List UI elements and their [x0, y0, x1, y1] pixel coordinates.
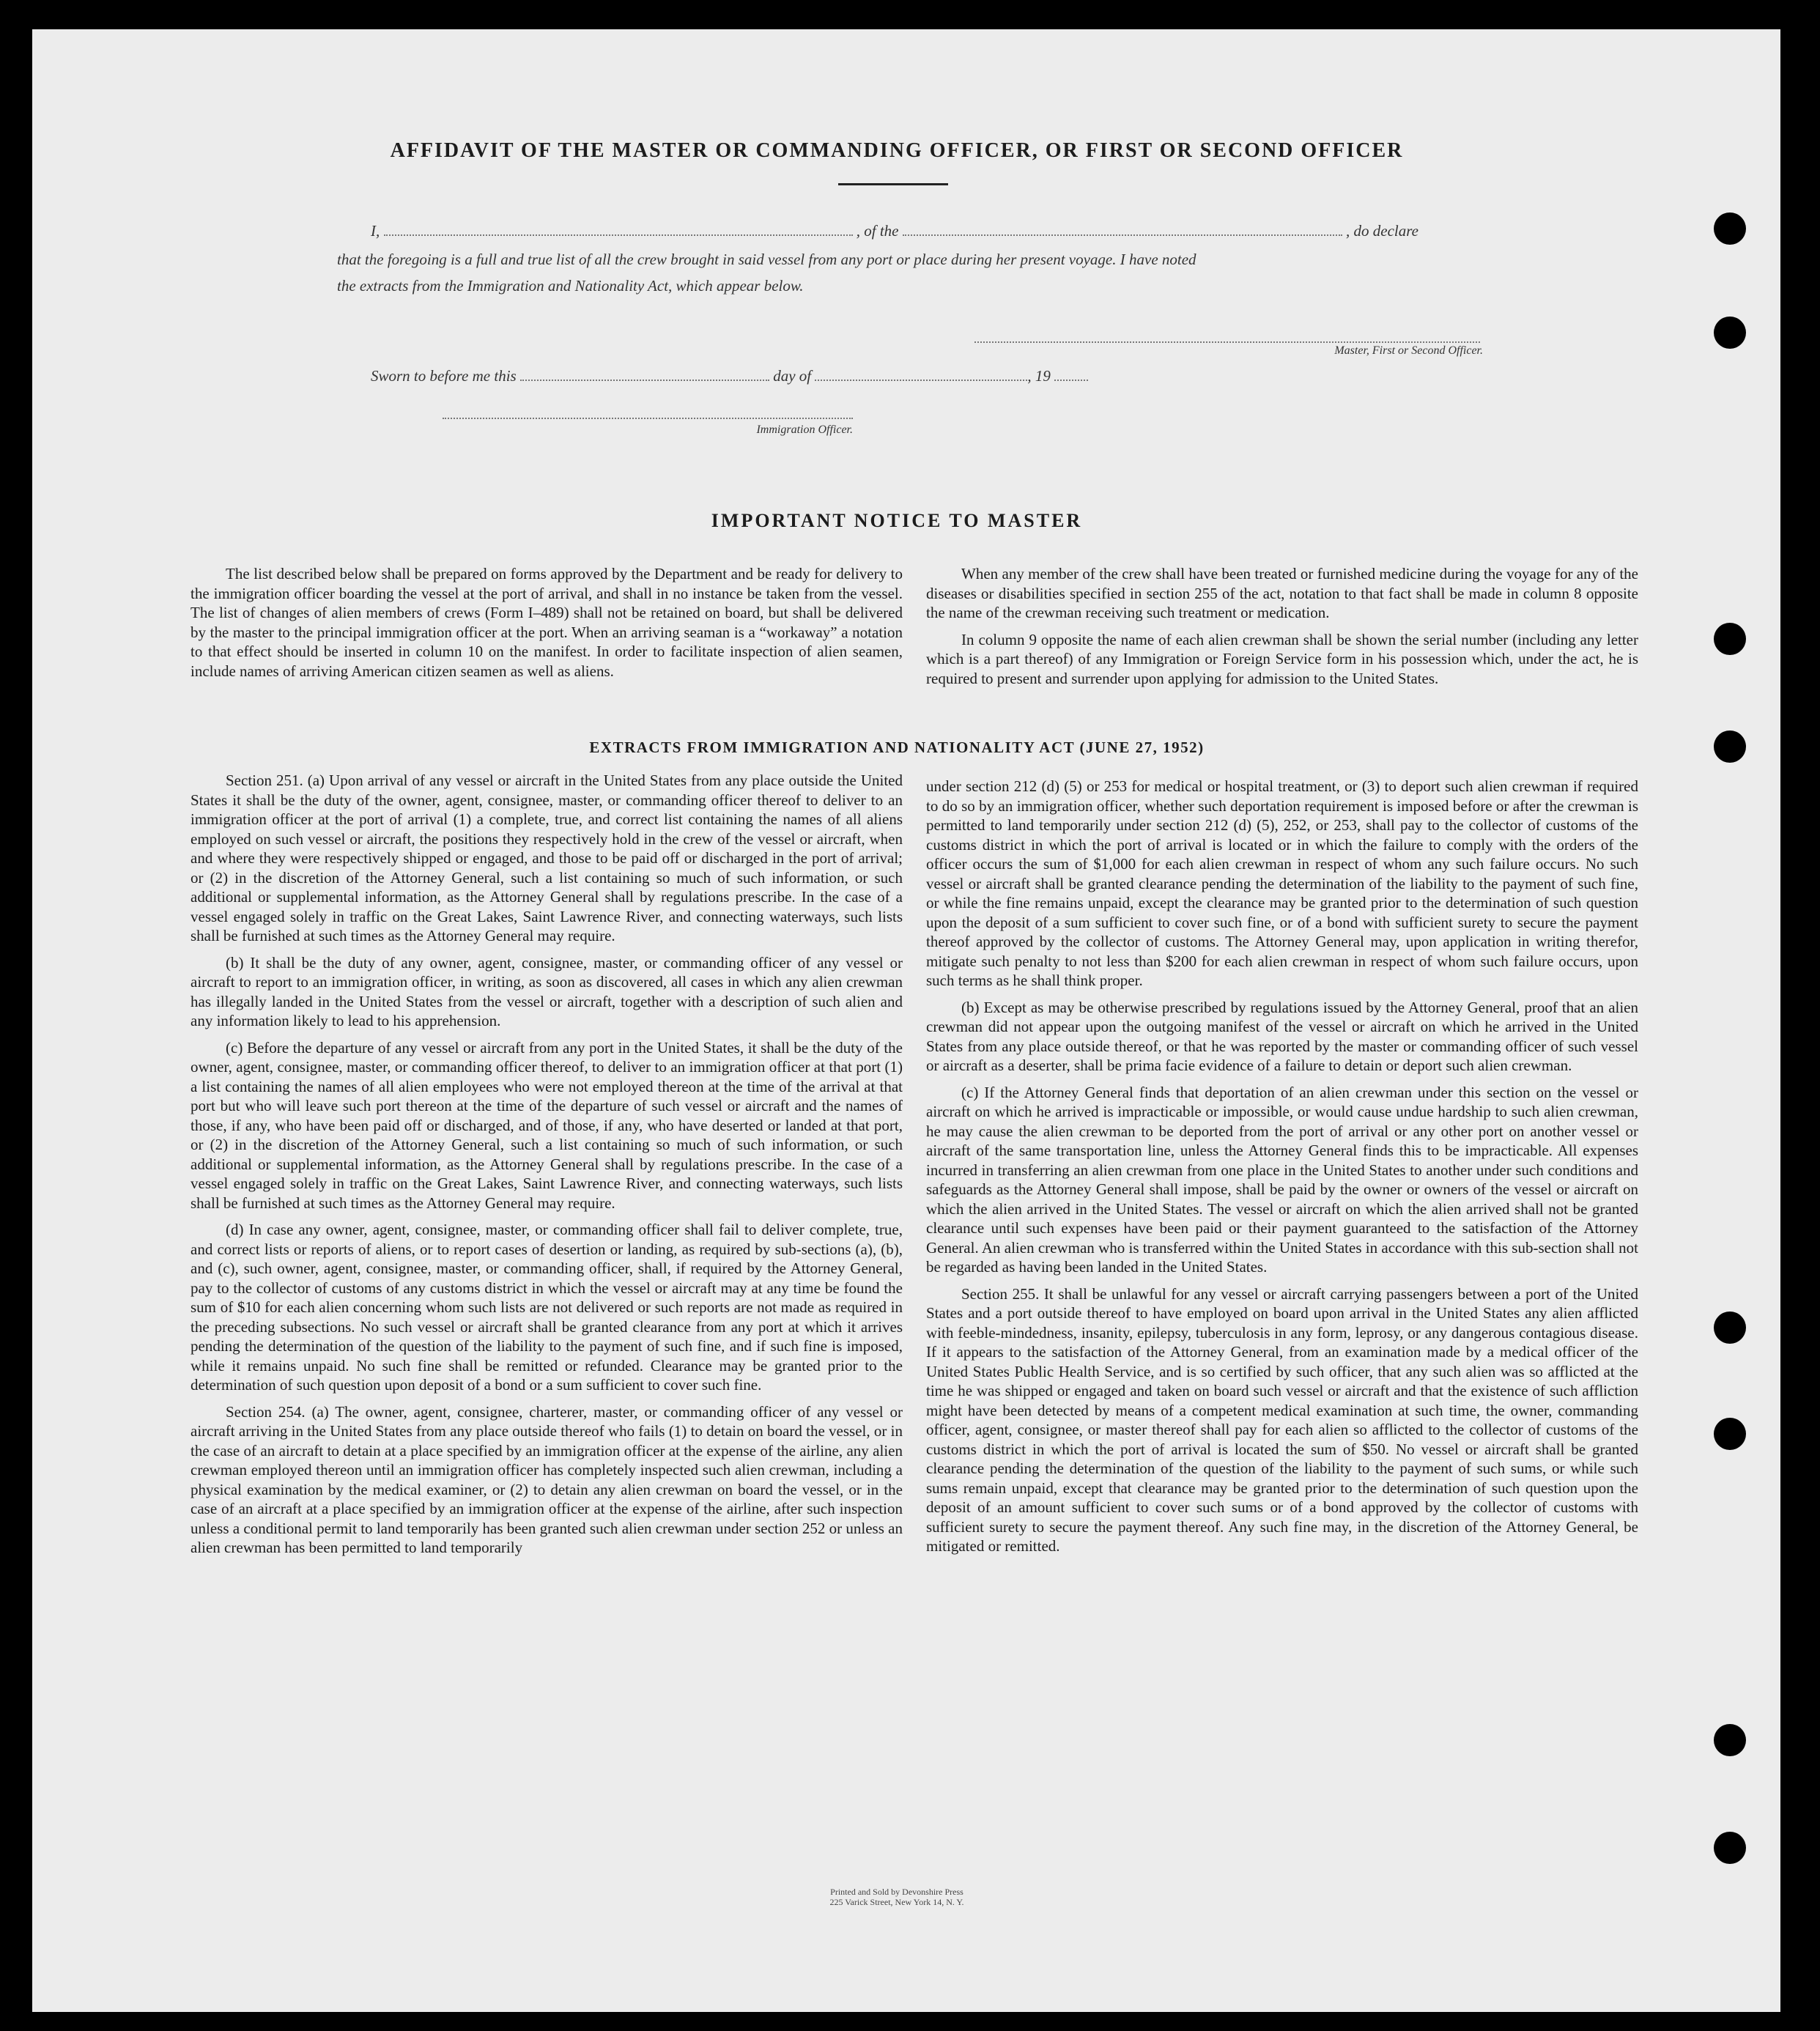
punch-hole [1714, 1724, 1746, 1756]
declaration-do-declare: , do declare [1346, 222, 1418, 240]
extracts-title: EXTRACTS FROM IMMIGRATION AND NATIONALITY ACT (JUNE 27, 1952) [589, 739, 1205, 756]
punch-hole [1714, 730, 1746, 763]
document-page [32, 29, 1780, 2012]
declaration-line-1 [371, 221, 1499, 240]
declaration-i: I, [371, 222, 380, 240]
punch-hole [1714, 1312, 1746, 1344]
section-251-a: Section 251. (a) Upon arrival of any vessel or aircraft in the United States from any place outside the United States it shall be the duty of the owner, agent, consignee, master, or commanding officer thereof to deliver to an immigration officer at the port of arrival (1) a complete, true, and correct list containing the names of all aliens employed on such vessel or aircraft, the positions they respectively hold in the crew of the vessel or aircraft, when and where they were respectively shipped or engaged, and those to be paid off or discharged in the port of arrival; or (2) in the discretion of the Attorney General, such a list containing so much of such information, or such additional or supplemental information, as the Attorney General shall by regulations prescribe. In the case of a vessel engaged solely in traffic on the Great Lakes, Saint Lawrence River, and connecting waterways, such lists shall be furnished at such times as the Attorney General may require. [190, 772, 903, 944]
punch-hole [1714, 1418, 1746, 1450]
extracts-left-column [190, 771, 903, 1565]
master-signature-line[interactable] [974, 341, 1480, 343]
notice-right-paragraph-1: When any member of the crew shall have been treated or furnished medicine during the voyage for any of the diseases or disabilities specified in section 255 of the act, notation to that fact shall be made in column 8 opposite the name of the crewman receiving such treatment or medication. [926, 565, 1638, 621]
section-251-b: (b) It shall be the duty of any owner, agent, consignee, master, or commanding officer of any vessel or aircraft to report to an immigration officer, in writing, as soon as discovered, all cases in which any alien crewman has illegally landed in the United States from the vessel or aircraft, together with a description of such alien and any information likely to lead to his apprehension. [190, 953, 903, 1029]
notice-right-column [926, 564, 1638, 695]
sworn-before-text: Sworn to before me this [371, 367, 517, 385]
notice-left-paragraph: The list described below shall be prepared on forms approved by the Department and be ready for delivery to the immigration officer boarding the vessel at the port of arrival, and shall in no instance be taken from the vessel. The list of changes of alien members of crews (Form I–489) shall not be retained on board, but shall be delivered by the master to the principal immigration officer at the port. When an arriving seaman is a “workaway” a notation to that effect should be inserted in column 10 on the manifest. In order to facilitate inspection of alien seamen, include names of arriving American citizen seamen as well as aliens. [190, 565, 903, 680]
sworn-line [371, 366, 1250, 385]
year-text: , 19 [1027, 367, 1051, 385]
punch-hole [1714, 317, 1746, 349]
title-rule [838, 183, 948, 185]
footer-line-1: Printed and Sold by Devonshire Press [830, 1887, 963, 1897]
punch-hole [1714, 623, 1746, 655]
extracts-right-column [926, 777, 1638, 1564]
section-254-a-continued: under section 212 (d) (5) or 253 for medical or hospital treatment, or (3) to deport such alien crewman if required to do so by an immigration officer, whether such deportation requirement is imposed before or after the crewman is permitted to land temporarily under section 212 (d) (5), 252, or 253, shall pay to the collector of customs of the customs district in which the port of arrival is located or in which the failure to comply with the orders of the officer occurs the sum of $1,000 for each alien crewman in respect of whom any such failure occurs. No such vessel or aircraft shall be granted clearance pending the determination of the liability to the payment of such fine, or while the fine remains unpaid, except the clearance may be granted prior to the determination of such question upon the deposit of a sum sufficient to cover such fine, or of a bond with sufficient surety to secure the payment thereof approved by the collector of customs. The Attorney General may, upon application in writing therefor, mitigate such penalty to not less than $200 for each alien crewman in respect of whom such failure occurs, upon such terms as he shall think proper. [926, 777, 1638, 989]
declaration-line-3: the extracts from the Immigration and Nationality Act, which appear below. [337, 277, 804, 295]
section-254-a: Section 254. (a) The owner, agent, consignee, charterer, master, or commanding officer of any vessel or aircraft arriving in the United States from any place outside thereof who fails (1) to detain on board the vessel, or in the case of an aircraft to detain at a place specified by an immigration officer at the expense of the airline, any alien crewman employed thereon until an immigration officer has completely inspected such alien crewman, including a physical examination by the medical examiner, or (2) to detain any alien crewman on board the vessel, or in the case of an aircraft at a place specified by an immigration officer at the expense of the airline, after such inspection unless a conditional permit to land temporarily has been granted such alien crewman under section 252 or unless an alien crewman has been permitted to land temporarily [190, 1402, 903, 1556]
name-blank[interactable] [384, 221, 853, 236]
affidavit-title: AFFIDAVIT OF THE MASTER OR COMMANDING OFFICER, OR FIRST OR SECOND OFFICER [390, 139, 1404, 162]
punch-hole [1714, 1832, 1746, 1864]
sworn-day-blank[interactable] [520, 366, 769, 381]
declaration-line-2: that the foregoing is a full and true list of all the crew brought in said vessel from any port or place during her present voyage. I have noted [337, 251, 1196, 268]
punch-hole [1714, 212, 1746, 245]
section-255: Section 255. It shall be unlawful for any vessel or aircraft carrying passengers between a port of the United States and a port outside thereof to have employed on board upon arrival in the United States any alien afflicted with feeble-mindedness, insanity, epilepsy, tuberculosis in any form, leprosy, or any dangerous contagious disease. If it appears to the satisfaction of the Attorney General, from an examination made by a medical officer of the United States Public Health Service, and is so certified by such officer, that any such alien was so afflicted at the time he was shipped or engaged and taken on board such vessel or aircraft and that the existence of such affliction might have been detected by means of a competent medical examination at such time, the owner, commanding officer, agent, consignee, or master thereof shall pay for each alien so afflicted to the collector of customs of the customs district in which the port of arrival is located the sum of $50. No vessel or aircraft shall be granted clearance pending the determination of the question of the liability to the payment of such sums, or while such sums remain unpaid, except that clearance may be granted prior to the determination of such question upon the deposit of an amount sufficient to cover such sums or of a bond approved by the collector of customs with sufficient surety to secure the payment thereof. Any such fine may, in the discretion of the Attorney General, be mitigated or remitted. [926, 1284, 1638, 1555]
printer-footer [32, 1887, 1761, 1907]
section-254-c: (c) If the Attorney General finds that deportation of an alien crewman under this section on the vessel or aircraft on which he arrived is impracticable or impossible, or would cause undue hardship to such alien crewman, he may cause the alien crewman to be deported from the port of arrival or any other port on another vessel or aircraft of the same transportation line, unless the Attorney General finds this to be impracticable. All expenses incurred in transferring an alien crewman from one place in the United States to another under such conditions and safeguards as the Attorney General shall impose, shall be paid by the owner or owners of the vessel or aircraft on which the alien arrived in the United States. The vessel or aircraft on which the alien arrived shall not be granted clearance until such expenses have been paid or their payment guaranteed to the satisfaction of the Attorney General. An alien crewman who is transferred within the United States in accordance with this sub-section shall not be regarded as having been landed in the United States. [926, 1083, 1638, 1276]
vessel-blank[interactable] [903, 221, 1342, 236]
sworn-year-blank[interactable] [1054, 366, 1088, 381]
footer-line-2: 225 Varick Street, New York 14, N. Y. [829, 1897, 964, 1907]
declaration-of-the: , of the [856, 222, 899, 240]
section-251-c: (c) Before the departure of any vessel or aircraft from any port in the United States, it shall be the duty of the owner, agent, consignee, master, or commanding officer thereof, to deliver to an immigration officer at that port (1) a list containing the names of all alien employees who were not employed thereon at the time of the arrival at that port but who will leave such port thereon at the time of the departure of such vessel or aircraft and the names of those, if any, who have been paid off or discharged, and of those, if any, who have deserted or landed at that port, or (2) in the discretion of the Attorney General, such a list containing so much of such information, or such additional or supplemental information, as the Attorney General shall by regulations prescribe. In the case of a vessel engaged solely in traffic on the Great Lakes, Saint Lawrence River, and connecting waterways, such lists shall be furnished at such times as the Attorney General may require. [190, 1038, 903, 1212]
sworn-month-blank[interactable] [815, 366, 1027, 381]
section-254-b: (b) Except as may be otherwise prescribed by regulations issued by the Attorney General, proof that an alien crewman did not appear upon the outgoing manifest of the vessel or aircraft on which he arrived in the United States from any place outside thereof, or that he was reported by the master or commanding officer of such vessel or aircraft as a deserter, shall be prima facie evidence of a failure to detain or deport such alien crewman. [926, 998, 1638, 1074]
section-251-d: (d) In case any owner, agent, consignee, master, or commanding officer shall fail to deliver complete, true, and correct lists or reports of aliens, or to report cases of desertion or landing, as required by sub-sections (a), (b), and (c), such owner, agent, consignee, master, or commanding officer, shall, if required by the Attorney General, pay to the collector of customs of any customs district in which the vessel or aircraft may at any time be found the sum of $10 for each alien concerning whom such lists are not delivered or such reports are not made as required in the preceding subsections. No such vessel or aircraft shall be granted clearance from any port at which it arrives pending the determination of the question of the liability to the payment of such fine, and if such fine is imposed, while it remains unpaid. No such fine shall be remitted or refunded. Clearance may be granted prior to the determination of such question upon deposit of a bond or a sum sufficient to cover such fine. [190, 1221, 903, 1394]
officer-signature-line[interactable] [443, 418, 853, 419]
officer-signature-label: Immigration Officer. [756, 423, 853, 436]
master-signature-label: Master, First or Second Officer. [1334, 344, 1483, 357]
notice-right-paragraph-2: In column 9 opposite the name of each alien crewman shall be shown the serial number (including any letter which is a part thereof) of any Immigration or Foreign Service form in his possession which, under the act, he is required to present and surrender upon applying for admission to the United States. [926, 630, 1638, 687]
notice-title: IMPORTANT NOTICE TO MASTER [711, 510, 1083, 531]
day-of-text: day of [773, 367, 812, 385]
notice-left-column [190, 564, 903, 688]
